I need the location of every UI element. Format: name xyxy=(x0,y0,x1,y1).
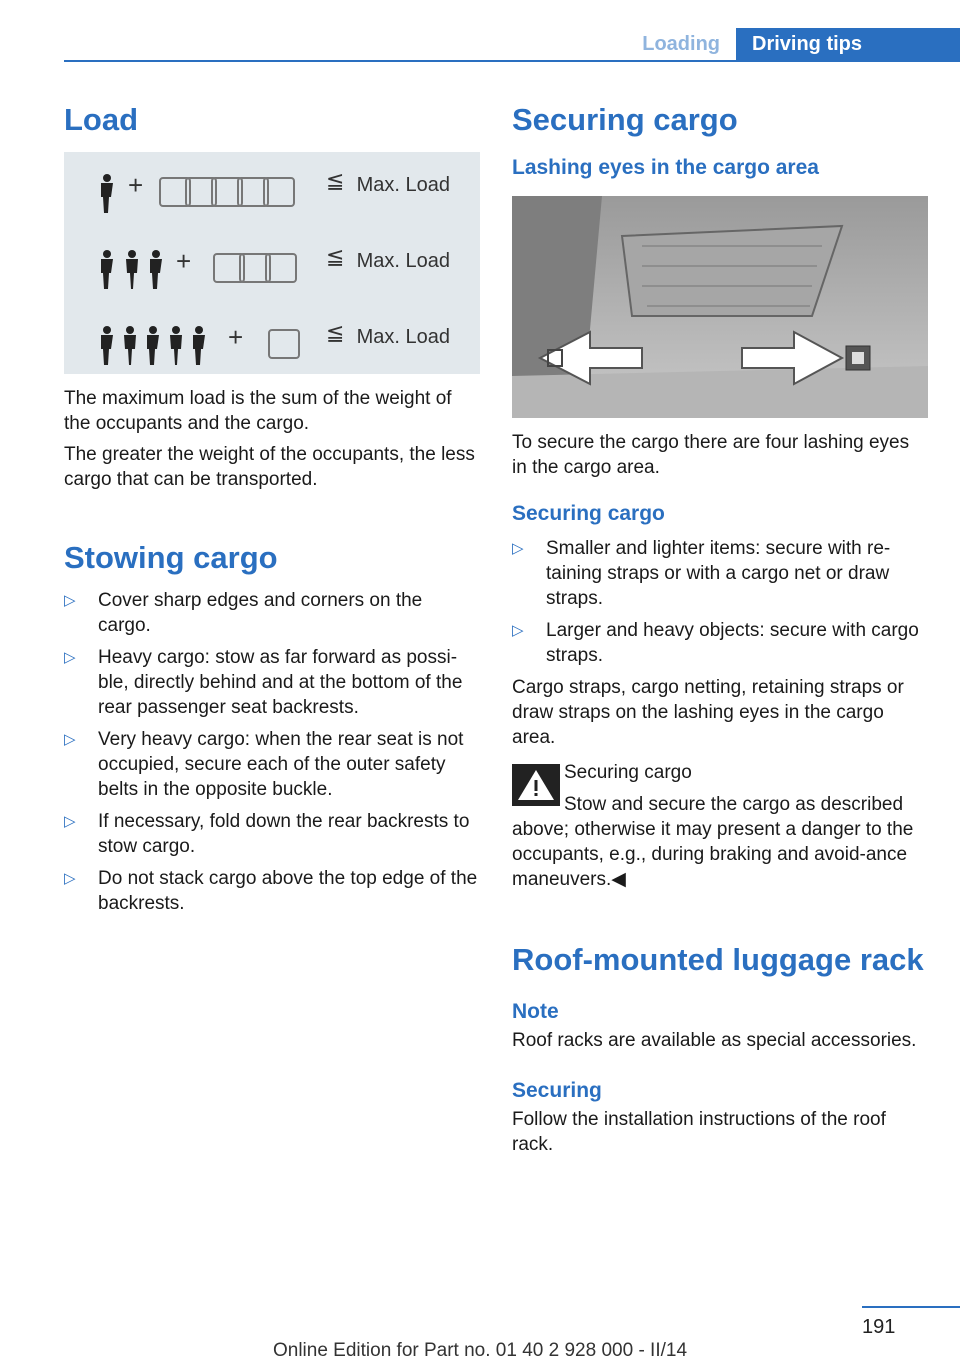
load-row-1 xyxy=(64,164,480,214)
triangle-bullet-icon: ▷ xyxy=(64,649,76,666)
plus-symbol: + xyxy=(176,246,192,276)
list-item: ▷ Heavy cargo: stow as far forward as possi-ble, directly behind and at the bottom of the rear passenger seat backrests. xyxy=(64,647,463,718)
less-equal-symbol: ≦ xyxy=(326,168,345,193)
left-column xyxy=(64,98,480,923)
list-item: ▷ Do not stack cargo above the top edge of the backrests. xyxy=(64,868,478,914)
note-subheading: Note xyxy=(512,1000,559,1023)
straps-paragraph: Cargo straps, cargo netting, retaining straps or draw straps on the lashing eyes in the cargo area. xyxy=(512,677,904,748)
page-number: 191 xyxy=(862,1316,896,1338)
securing-paragraph: Follow the installation instructions of the roof rack. xyxy=(512,1109,886,1155)
triangle-bullet-icon: ▷ xyxy=(512,622,524,639)
list-item: ▷ If necessary, fold down the rear backrests to stow cargo. xyxy=(64,811,470,857)
cargo-area-photo xyxy=(512,196,928,418)
triangle-bullet-icon: ▷ xyxy=(512,540,524,557)
load-row-3 xyxy=(64,316,480,366)
less-equal-symbol: ≦ xyxy=(326,320,345,345)
warning-title: Securing cargo xyxy=(564,762,692,783)
plus-symbol: + xyxy=(128,170,144,200)
lashing-eyes-subheading: Lashing eyes in the cargo area xyxy=(512,156,819,179)
list-item: ▷ Smaller and lighter items: secure with re-taining straps or with a cargo net or draw straps. xyxy=(512,538,891,609)
edition-footer: Online Edition for Part no. 01 40 2 928 000 - II/14 xyxy=(272,1340,688,1361)
load-row-2 xyxy=(64,240,480,290)
max-load-label: Max. Load xyxy=(356,250,450,272)
roof-rack-heading: Roof-mounted luggage rack xyxy=(512,942,924,977)
header-bar xyxy=(64,28,960,62)
occupant-cargo-icons-3 xyxy=(64,316,314,366)
securing-cargo-subheading: Securing cargo xyxy=(512,502,665,525)
triangle-bullet-icon: ▷ xyxy=(64,813,76,830)
load-paragraph-1: The maximum load is the sum of the weight of the occupants and the cargo. xyxy=(64,388,452,434)
load-heading: Load xyxy=(64,102,139,137)
page-number-rule xyxy=(862,1306,960,1308)
max-load-label: Max. Load xyxy=(356,326,450,348)
less-equal-symbol: ≦ xyxy=(326,244,345,269)
list-item: ▷ Larger and heavy objects: secure with cargo straps. xyxy=(512,620,919,666)
warning-text: Stow and secure the cargo as described above; otherwise it may present a danger to the occupants, e.g., during braking and avoid-ance maneuvers.◀ xyxy=(512,794,914,890)
warning-box xyxy=(512,760,928,892)
tab-driving-tips[interactable]: Driving tips xyxy=(736,28,960,60)
securing-cargo-heading: Securing cargo xyxy=(512,102,738,137)
occupant-cargo-icons-1 xyxy=(64,164,314,214)
triangle-bullet-icon: ▷ xyxy=(64,870,76,887)
tab-loading[interactable]: Loading xyxy=(642,33,720,55)
warning-icon xyxy=(512,764,560,806)
list-item: ▷ Cover sharp edges and corners on the cargo. xyxy=(64,590,423,636)
triangle-bullet-icon: ▷ xyxy=(64,592,76,609)
max-load-label: Max. Load xyxy=(356,174,450,196)
load-paragraph-2: The greater the weight of the occupants, the less cargo that can be transported. xyxy=(64,444,475,490)
securing-subheading: Securing xyxy=(512,1079,602,1102)
triangle-bullet-icon: ▷ xyxy=(64,731,76,748)
note-paragraph: Roof racks are available as special accessories. xyxy=(512,1030,917,1051)
max-load-illustration xyxy=(64,152,480,374)
securing-list xyxy=(512,536,928,668)
lashing-paragraph: To secure the cargo there are four lashing eyes in the cargo area. xyxy=(512,432,910,478)
stowing-heading: Stowing cargo xyxy=(64,540,278,575)
right-column xyxy=(512,98,928,1157)
plus-symbol: + xyxy=(228,322,244,352)
list-item: ▷ Very heavy cargo: when the rear seat is not occupied, secure each of the outer safety belts in the opposite buckle. xyxy=(64,729,464,800)
stowing-list xyxy=(64,588,480,916)
